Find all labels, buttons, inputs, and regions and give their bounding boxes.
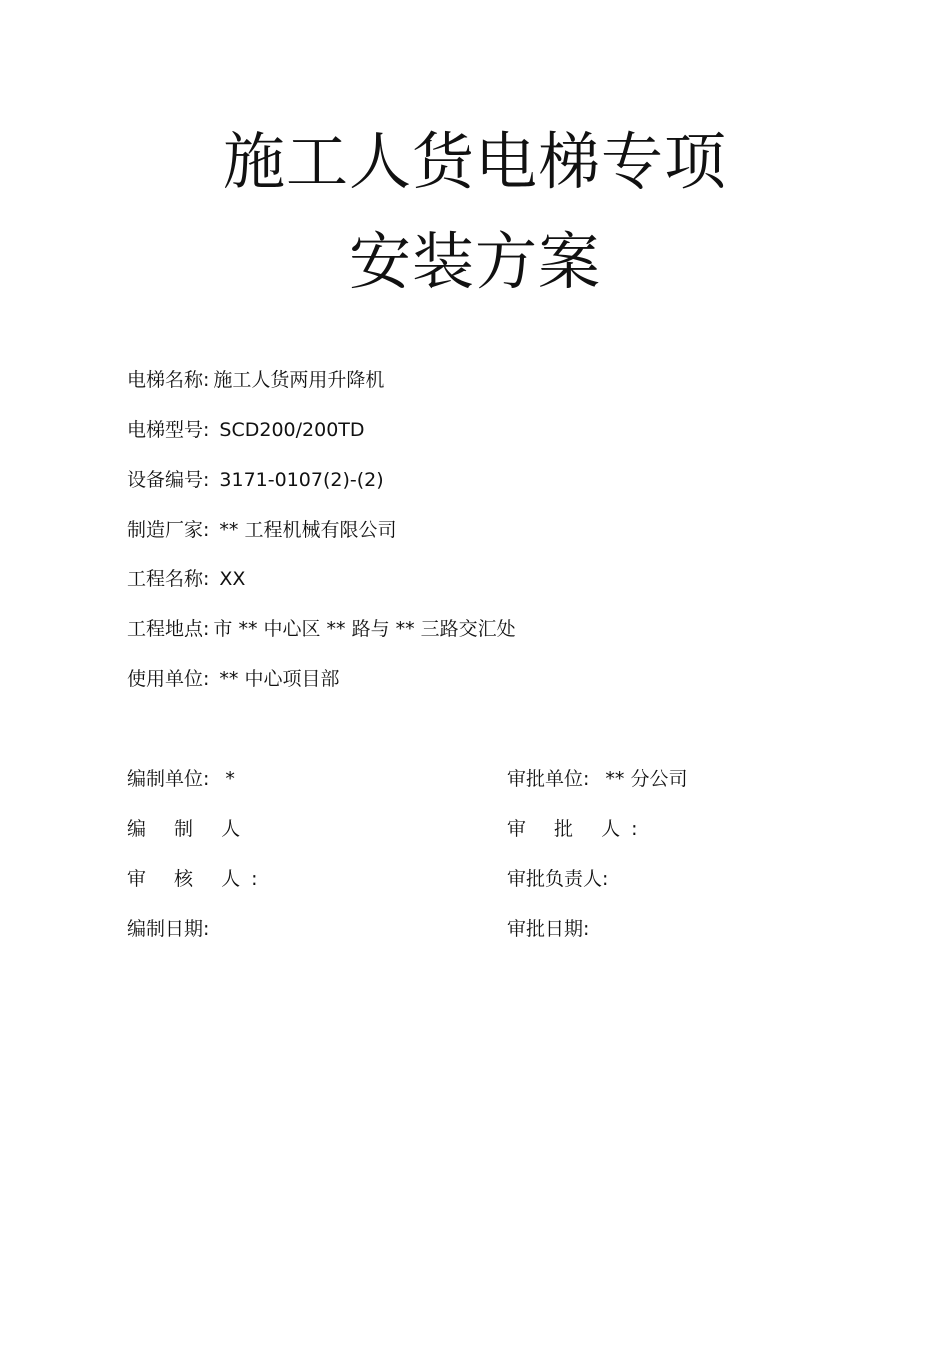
- field-label: 工程名称:: [127, 568, 210, 590]
- signoff-compile-date: [127, 920, 209, 939]
- field-equipment-number: [127, 471, 384, 490]
- field-elevator-model: [127, 421, 365, 440]
- signoff-label: 审批负责人:: [507, 868, 609, 890]
- signoff-label: 编制单位:: [127, 768, 210, 790]
- field-user-unit: [127, 670, 339, 689]
- signoff-approver: [507, 820, 648, 839]
- field-label: 工程地点:: [127, 618, 210, 640]
- field-label: 设备编号:: [127, 469, 210, 491]
- field-value: 市 ** 中心区 ** 路与 ** 三路交汇处: [213, 618, 516, 640]
- field-value: XX: [219, 568, 246, 590]
- document-title-line-1: 施工人货电梯专项: [222, 125, 727, 198]
- field-project-name: [127, 570, 245, 589]
- field-label: 电梯名称:: [127, 369, 210, 391]
- signoff-approving-unit: [507, 770, 687, 789]
- signoff-compiling-unit: [127, 770, 235, 789]
- field-manufacturer: [127, 521, 396, 540]
- field-elevator-name: [127, 371, 384, 390]
- signoff-compiler: [127, 820, 251, 839]
- field-value: ** 中心项目部: [219, 668, 340, 690]
- signoff-label: 审批单位:: [507, 768, 590, 790]
- field-label: 电梯型号:: [127, 419, 210, 441]
- field-value: SCD200/200TD: [219, 419, 365, 441]
- signoff-label: 审批日期:: [507, 918, 590, 940]
- signoff-label: 编制日期:: [127, 918, 210, 940]
- document-title-line-2: 安装方案: [348, 225, 601, 298]
- signoff-value: ** 分公司: [605, 768, 688, 790]
- field-project-location: [127, 620, 516, 639]
- field-value: 3171-0107(2)-(2): [219, 469, 384, 491]
- field-label: 使用单位:: [127, 668, 210, 690]
- signoff-value: *: [225, 768, 235, 790]
- field-value: 施工人货两用升降机: [213, 369, 385, 391]
- signoff-label: 编 制 人: [127, 818, 252, 840]
- signoff-label: 审 批 人:: [507, 818, 649, 840]
- signoff-label: 审 核 人:: [127, 868, 269, 890]
- field-value: ** 工程机械有限公司: [219, 519, 397, 541]
- signoff-approval-date: [507, 920, 589, 939]
- field-label: 制造厂家:: [127, 519, 210, 541]
- signoff-approval-manager: [507, 870, 608, 889]
- signoff-reviewer: [127, 870, 268, 889]
